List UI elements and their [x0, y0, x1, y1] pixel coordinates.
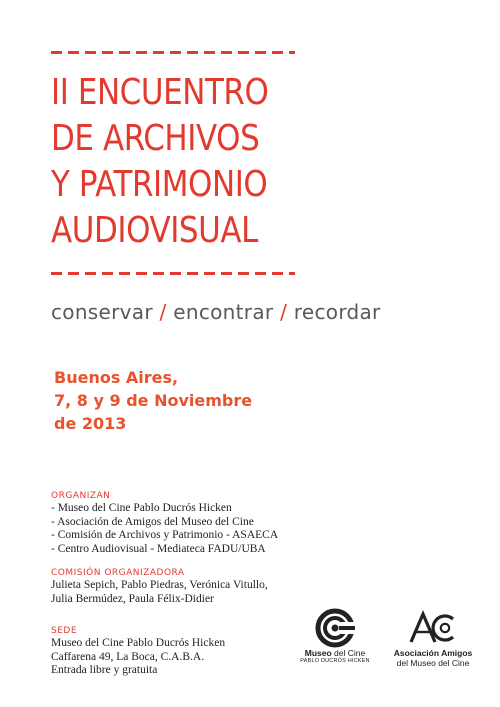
museo-logo-name: [290, 648, 380, 658]
organizan-list: [51, 502, 278, 556]
film-reel-icon: [315, 608, 355, 648]
amigos-logo-line1-text: Asociación Amigos: [393, 648, 473, 658]
event-line: Buenos Aires,: [54, 368, 179, 387]
event-date-location: [54, 366, 252, 435]
sede-heading: SEDE: [51, 626, 78, 636]
top-dashed-rule: [51, 51, 295, 54]
museo-del-cine-logo: [290, 608, 380, 664]
tagline-separator: /: [280, 300, 288, 324]
list-item: - Centro Audiovisual - Mediateca FADU/UBA: [51, 542, 266, 555]
event-line: de 2013: [54, 414, 127, 433]
title-line: DE ARCHIVOS: [51, 118, 260, 159]
comision-heading: COMISIÓN ORGANIZADORA: [51, 568, 185, 578]
sede-details: [51, 637, 225, 678]
ac-mark-icon: [407, 608, 459, 648]
title-line: Y PATRIMONIO: [51, 164, 268, 205]
amigos-logo-line1: [385, 648, 481, 658]
tagline-word: recordar: [293, 300, 381, 324]
comision-line: Julieta Sepich, Pablo Piedras, Verónica Vitullo,: [51, 579, 268, 591]
bottom-dashed-rule: [51, 272, 295, 275]
list-item: - Museo del Cine Pablo Ducrós Hicken: [51, 502, 232, 514]
comision-names: [51, 579, 268, 606]
comision-line: Julia Bermúdez, Paula Félix-Didier: [51, 592, 214, 605]
title-line: AUDIOVISUAL: [51, 210, 258, 251]
sede-line: Caffarena 49, La Boca, C.A.B.A.: [51, 650, 205, 663]
title-line: II ENCUENTRO: [51, 72, 269, 113]
list-item: - Comisión de Archivos y Patrimonio - ASAECA: [51, 529, 279, 541]
museo-logo-name-rest: del Cine: [331, 648, 366, 658]
amigos-logo-line2: del Museo del Cine: [396, 658, 470, 668]
tagline-separator: /: [159, 300, 167, 324]
tagline-word: conservar: [51, 300, 153, 324]
event-line: 7, 8 y 9 de Noviembre: [54, 391, 253, 410]
tagline: [51, 300, 381, 324]
sede-line: Museo del Cine Pablo Ducrós Hicken: [51, 637, 226, 649]
sede-line: Entrada libre y gratuita: [51, 664, 158, 676]
list-item: - Asociación de Amigos del Museo del Cine: [51, 515, 254, 528]
asociacion-amigos-logo: [385, 608, 481, 668]
museo-logo-name-bold: Museo: [304, 648, 332, 658]
museo-logo-subtitle: PABLO DUCRÓS HICKEN: [300, 658, 370, 664]
organizan-heading: ORGANIZAN: [51, 491, 111, 501]
tagline-word: encontrar: [173, 300, 274, 324]
poster-title: [51, 70, 268, 254]
